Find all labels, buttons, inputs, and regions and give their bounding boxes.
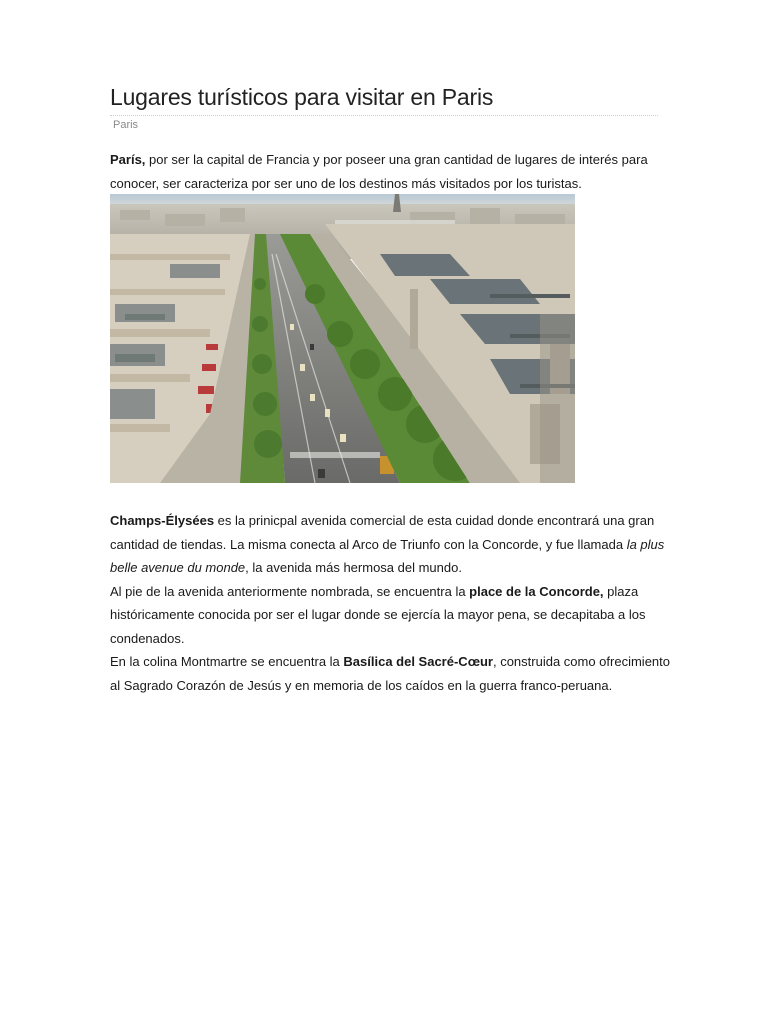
p2-text-b: plaza históricamente conocida por ser el lugar donde se ejercía la mayor pena, se decapitaba a los condenados. <box>110 583 646 646</box>
intro-bold-city: París, <box>110 152 146 167</box>
champs-elysees-aerial-photo <box>110 194 575 483</box>
page-title: Lugares turísticos para visitar en Paris <box>110 84 494 110</box>
paragraph-sacre-coeur <box>110 650 670 697</box>
italic-belle-avenue: la plus belle avenue du monde <box>110 536 665 575</box>
p3-text-b: , construida como ofrecimiento al Sagrado Corazón de Jesús y en memoria de los caídos en la guerra franco-peruana. <box>110 654 670 693</box>
intro-text: por ser la capital de Francia y por poseer una gran cantidad de lugares de interés para conocer, ser caracteriza por ser uno de los destinos más visitados por los turistas. <box>110 152 648 191</box>
p2-text-a: Al pie de la avenida anteriormente nombrada, se encuentra la <box>110 583 470 599</box>
bold-champs-elysees: Champs-Élysées <box>110 513 215 528</box>
p3-text-a: En la colina Montmartre se encuentra la <box>110 654 344 669</box>
p1-text-b: , la avenida más hermosa del mundo. <box>245 560 462 575</box>
bold-place-concorde: place de la Concorde, <box>469 583 604 599</box>
paragraph-champs-elysees <box>110 509 670 580</box>
paragraph-concorde <box>110 580 670 651</box>
p1-text-a: es la prinicpal avenida comercial de esta cuidad donde encontrará una gran cantidad de tiendas. La misma conecta al Arco de Triunfo con la Concorde, y fue llamada <box>110 513 655 552</box>
article-body <box>110 509 670 697</box>
title-divider <box>110 115 658 116</box>
category-label: Paris <box>113 119 139 131</box>
intro-paragraph <box>110 148 670 195</box>
bold-sacre-coeur: Basílica del Sacré-Cœur <box>343 654 493 669</box>
